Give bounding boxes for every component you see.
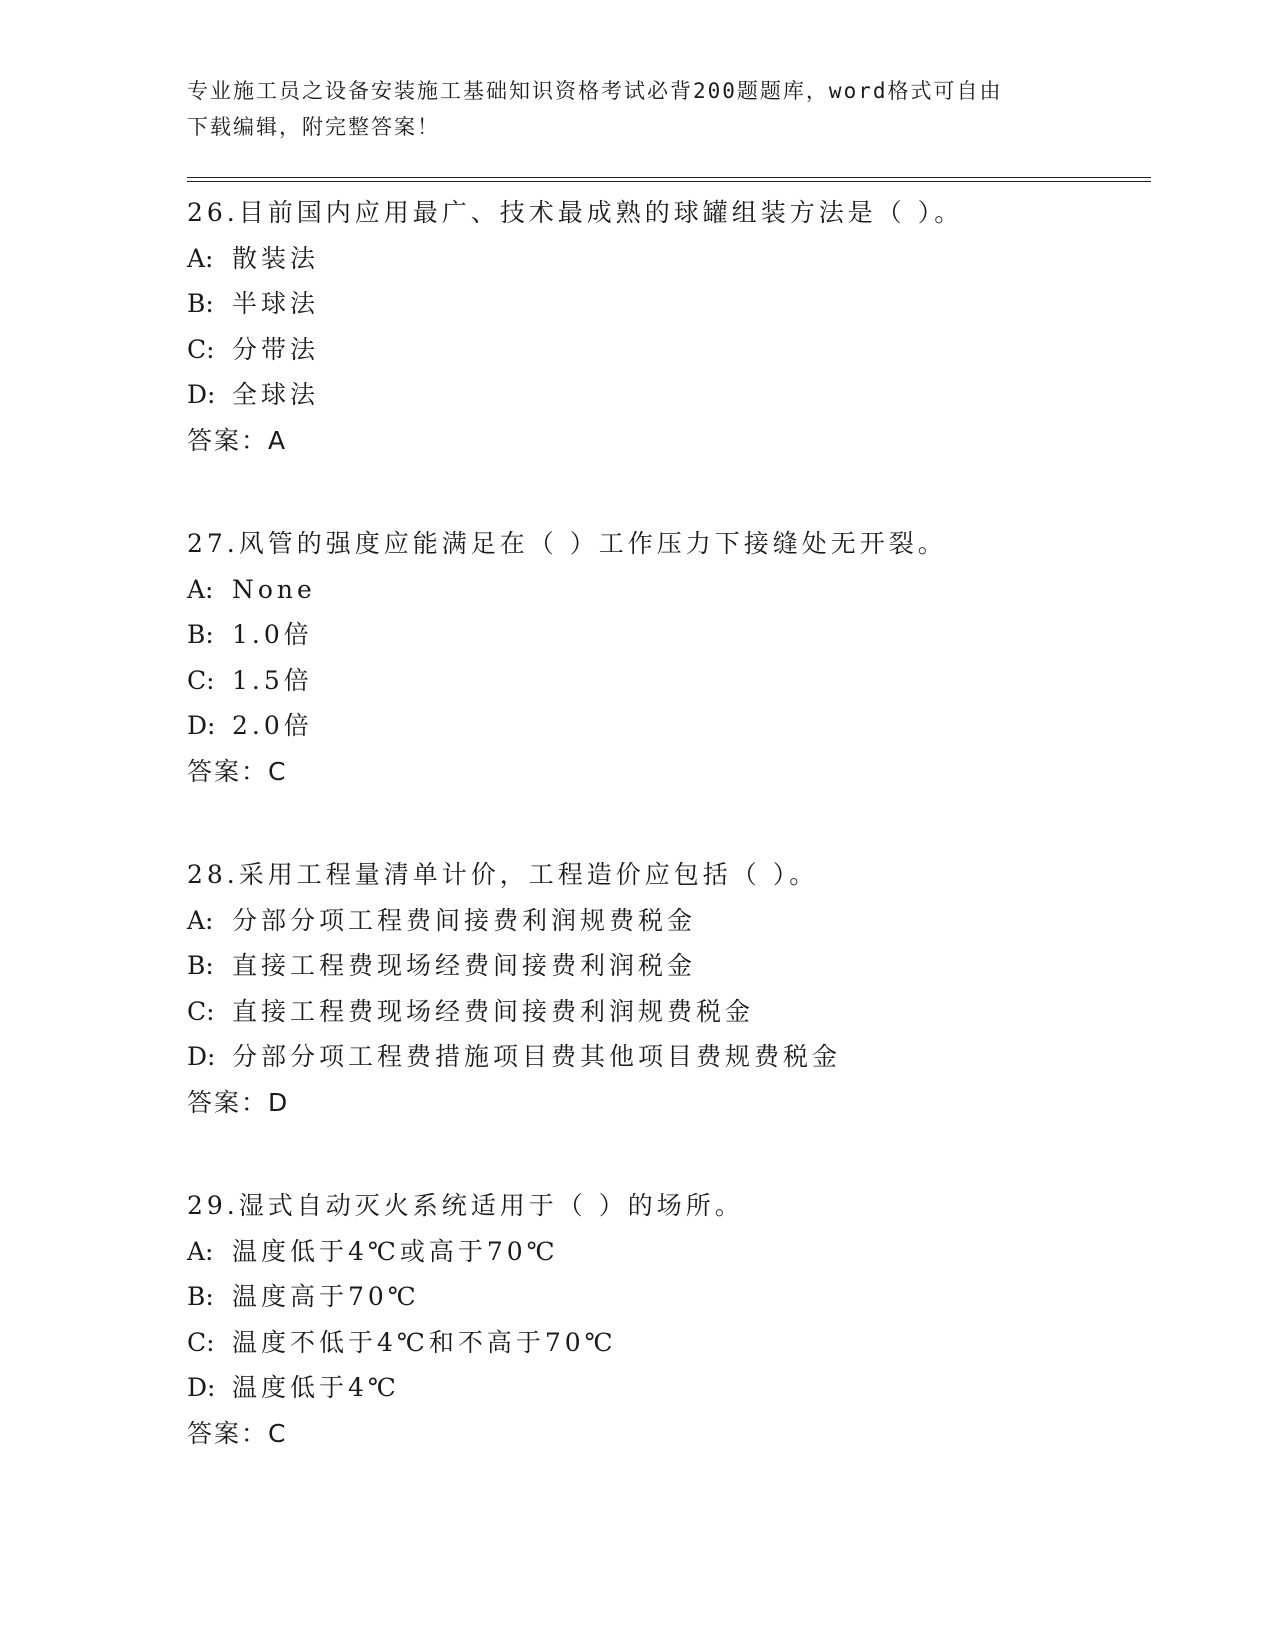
option-letter: C: bbox=[187, 1327, 215, 1357]
option-letter: A: bbox=[187, 1236, 214, 1266]
option-letter: D: bbox=[187, 1042, 216, 1071]
option-text: 温度低于4℃ bbox=[232, 1373, 400, 1402]
option-d bbox=[187, 372, 1147, 418]
option-c bbox=[187, 327, 1147, 373]
option-text: 全球法 bbox=[232, 380, 320, 409]
question-26 bbox=[187, 190, 1147, 463]
option-letter: D: bbox=[187, 380, 216, 409]
option-letter: B: bbox=[187, 620, 214, 649]
question-stem: 26.目前国内应用最广、技术最成熟的球罐组装方法是（ ）。 bbox=[187, 198, 964, 227]
question-stem: 29.湿式自动灭火系统适用于（ ）的场所。 bbox=[187, 1191, 744, 1220]
option-b bbox=[187, 281, 1147, 327]
option-letter: A: bbox=[187, 905, 214, 935]
option-letter: C: bbox=[187, 996, 215, 1026]
option-letter: B: bbox=[187, 289, 214, 318]
option-b bbox=[187, 943, 1147, 989]
answer-line: 答案：C bbox=[187, 1418, 288, 1448]
answer-line: 答案：D bbox=[187, 1087, 290, 1117]
answer-line: 答案：A bbox=[187, 425, 288, 455]
option-letter: C: bbox=[187, 665, 215, 695]
option-text: 直接工程费现场经费间接费利润税金 bbox=[232, 951, 697, 980]
header-divider-top bbox=[187, 177, 1151, 178]
option-text: None bbox=[232, 574, 316, 604]
header-divider-bottom bbox=[187, 181, 1151, 182]
question-stem: 28.采用工程量清单计价，工程造价应包括（ ）。 bbox=[187, 860, 819, 889]
option-letter: D: bbox=[187, 1373, 216, 1402]
answer-line: 答案：C bbox=[187, 756, 288, 786]
option-text: 1.0倍 bbox=[232, 620, 313, 649]
option-letter: B: bbox=[187, 951, 214, 980]
option-text: 直接工程费现场经费间接费利润规费税金 bbox=[232, 996, 755, 1026]
option-text: 温度不低于4℃和不高于70℃ bbox=[232, 1327, 617, 1357]
question-list bbox=[187, 190, 1147, 1514]
option-letter: C: bbox=[187, 334, 215, 364]
option-a bbox=[187, 567, 1147, 613]
question-28 bbox=[187, 852, 1147, 1125]
question-stem: 27.风管的强度应能满足在（ ）工作压力下接缝处无开裂。 bbox=[187, 529, 947, 558]
option-c bbox=[187, 1320, 1147, 1366]
option-text: 分带法 bbox=[232, 334, 320, 364]
option-d bbox=[187, 1034, 1147, 1080]
option-c bbox=[187, 658, 1147, 704]
option-d bbox=[187, 703, 1147, 749]
option-text: 1.5倍 bbox=[232, 665, 313, 695]
option-d bbox=[187, 1365, 1147, 1411]
option-a bbox=[187, 898, 1147, 944]
option-b bbox=[187, 612, 1147, 658]
option-a bbox=[187, 1229, 1147, 1275]
header-line-2: 下载编辑，附完整答案！ bbox=[187, 115, 440, 139]
option-letter: A: bbox=[187, 243, 214, 273]
option-text: 温度高于70℃ bbox=[232, 1282, 420, 1311]
document-header bbox=[187, 73, 1067, 145]
option-text: 半球法 bbox=[232, 289, 320, 318]
option-b bbox=[187, 1274, 1147, 1320]
option-text: 散装法 bbox=[232, 243, 320, 273]
header-line-1: 专业施工员之设备安装施工基础知识资格考试必背200题题库，word格式可自由 bbox=[187, 79, 1003, 103]
question-29 bbox=[187, 1183, 1147, 1456]
option-text: 2.0倍 bbox=[232, 711, 313, 740]
question-27 bbox=[187, 521, 1147, 794]
option-text: 分部分项工程费间接费利润规费税金 bbox=[232, 905, 697, 935]
option-a bbox=[187, 236, 1147, 282]
option-text: 分部分项工程费措施项目费其他项目费规费税金 bbox=[232, 1042, 842, 1071]
option-letter: A: bbox=[187, 574, 214, 604]
option-letter: D: bbox=[187, 711, 216, 740]
option-letter: B: bbox=[187, 1282, 214, 1311]
option-c bbox=[187, 989, 1147, 1035]
option-text: 温度低于4℃或高于70℃ bbox=[232, 1236, 559, 1266]
